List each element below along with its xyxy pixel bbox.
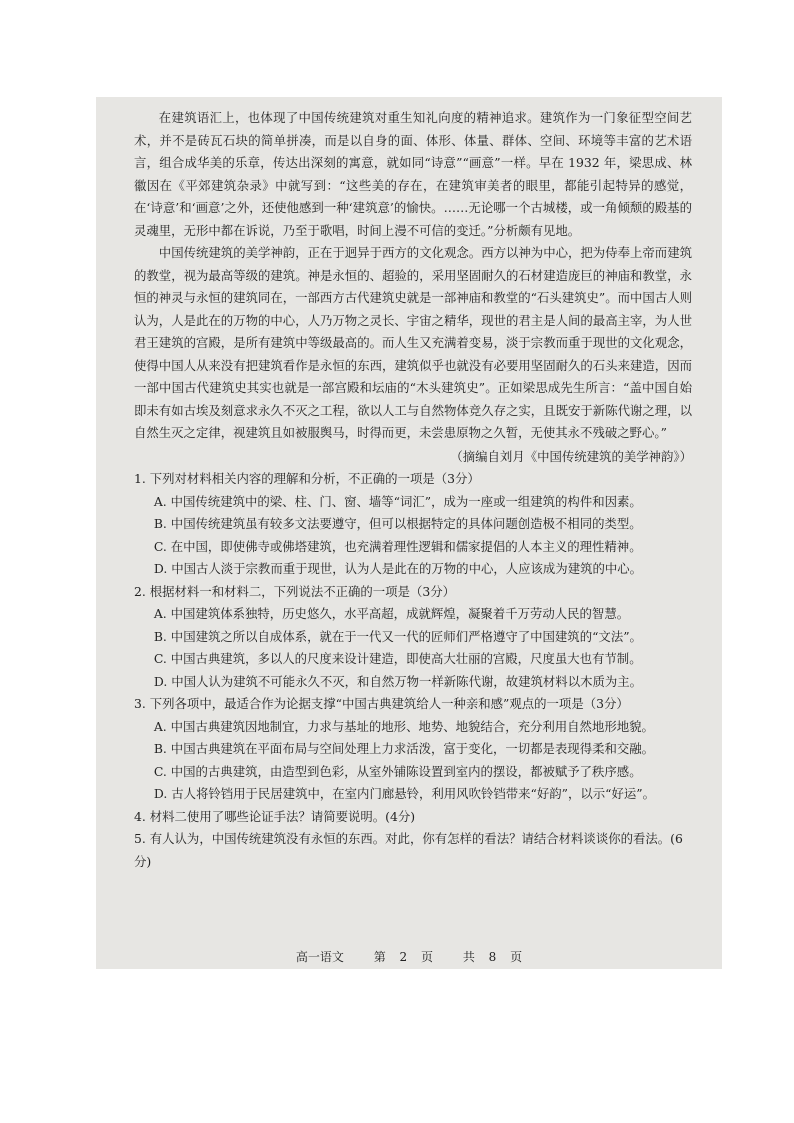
question-5	[134, 828, 692, 873]
question-4	[134, 806, 692, 829]
question-text: 1. 下列对材料相关内容的理解和分析，不正确的一项是（3分）	[134, 471, 480, 486]
page-footer	[96, 949, 722, 965]
question-2	[134, 581, 692, 694]
question-text: 3. 下列各项中，最适合作为论据支撑“中国古典建筑给人一种亲和感”观点的一项是（3分）	[134, 696, 629, 711]
passage-source: （摘编自刘月《中国传统建筑的美学神韵》）	[450, 448, 692, 464]
footer-total-pages: 共 8 页	[462, 950, 523, 964]
option-c: C. 在中国，即使佛寺或佛塔建筑，也充满着理性逻辑和儒家提倡的人本主义的理性精神。	[153, 538, 642, 554]
option-d: D. 古人将铃铛用于民居建筑中，在室内门廊悬铃，利用风吹铃铛带来“好韵”，以示“好运”。	[153, 786, 655, 801]
option-c: C. 中国古典建筑，多以人的尺度来设计建造，即使高大壮丽的宫殿，尺度虽大也有节制。	[153, 651, 642, 666]
exam-page	[96, 97, 722, 969]
footer-page-number: 第 2 页	[373, 950, 433, 964]
question-text: 4. 材料二使用了哪些论证手法？请简要说明。(4分)	[134, 808, 416, 824]
passage-paragraph-2: 中国传统建筑的美学神韵，正在于迥异于西方的文化观念。西方以神为中心，把为侍奉上帝而建筑的教堂，视为最高等级的建筑。神是永恒的、超验的，采用坚固耐久的石材建造庞巨的神庙和教堂，永恒的神灵与永恒的建筑同在，一部西方古代建筑史就是一部神庙和教堂的“石头建筑史”。而中国古人则认为，人是此在的万物的中心，人乃万物之灵长、宇宙之精华，现世的君主是人间的最高主宰，为人世君王建筑的宫殿，是所有建筑中等级最高的。而人生又充满着变易，淡于宗教而重于现世的文化观念，使得中国人从来没有把建筑看作是永恒的东西，建筑似乎也就没有必要用坚固耐久的石头来建造，因而一部中国古代建筑史其实也就是一部宫殿和坛庙的“木头建筑史”。正如梁思成先生所言：“盖中国自始即未有如古埃及刻意求永久不灭之工程，欲以人工与自然物体竞久存之实，且既安于新陈代谢之理，以自然生灭之定律，视建筑且如被服舆马，时得而更，未尝患原物之久暂，无使其永不残破之野心。”	[134, 245, 692, 440]
footer-subject: 高一语文	[295, 950, 344, 964]
option-d: D. 中国人认为建筑不可能永久不灭，和自然万物一样新陈代谢，故建筑材料以木质为主。	[153, 673, 643, 689]
question-text: 5. 有人认为，中国传统建筑没有永恒的东西。对此，你有怎样的看法？请结合材料谈谈你的看法。(6分)	[134, 831, 683, 869]
question-text: 2. 根据材料一和材料二，下列说法不正确的一项是（3分）	[134, 583, 456, 599]
option-d: D. 中国古人淡于宗教而重于现世，认为人是此在的万物的中心，人应该成为建筑的中心。	[153, 561, 643, 576]
option-b: B. 中国古典建筑在平面布局与空间处理上力求活泼，富于变化，一切都是表现得柔和交融。	[153, 741, 655, 756]
passage-paragraph-1: 在建筑语汇上，也体现了中国传统建筑对重生知礼向度的精神追求。建筑作为一门象征型空间艺术，并不是砖瓦石块的简单拼凑，而是以自身的面、体形、体量、群体、空间、环境等丰富的艺术语言，组合成华美的乐章，传达出深刻的寓意，就如同“诗意”“画意”一样。早在 1932 年，梁思成、林徽因在《平郊建筑杂录》中就写到：“这些美的存在，在建筑审美者的眼里，都能引起特异的感觉，在‘诗意’和‘画意’之外，还使他感到一种‘建筑意’的愉快。……无论哪一个古城楼，或一角倾颓的殿基的灵魂里，无形中都在诉说，乃至于歌唱，时间上漫不可信的变迁。”分析颇有见地。	[134, 110, 692, 238]
question-3	[134, 693, 692, 806]
question-list	[134, 468, 692, 873]
option-a: A. 中国传统建筑中的梁、柱、门、窗、墙等“词汇”，成为一座或一组建筑的构件和因素。	[153, 493, 642, 509]
reading-passage	[134, 107, 692, 468]
option-c: C. 中国的古典建筑，由造型到色彩，从室外铺陈设置到室内的摆设，都被赋予了秩序感。	[153, 763, 642, 779]
option-a: A. 中国建筑体系独特，历史悠久，水平高超，成就辉煌，凝聚着千万劳动人民的智慧。	[153, 606, 630, 621]
option-b: B. 中国建筑之所以自成体系，就在于一代又一代的匠师们严格遵守了中国建筑的“文法”。	[153, 628, 642, 644]
question-1	[134, 468, 692, 581]
option-a: A. 中国古典建筑因地制宜，力求与基址的地形、地势、地貌结合，充分利用自然地形地貌。	[153, 718, 654, 734]
option-b: B. 中国传统建筑虽有较多文法要遵守，但可以根据特定的具体问题创造极不相同的类型。	[153, 516, 642, 531]
